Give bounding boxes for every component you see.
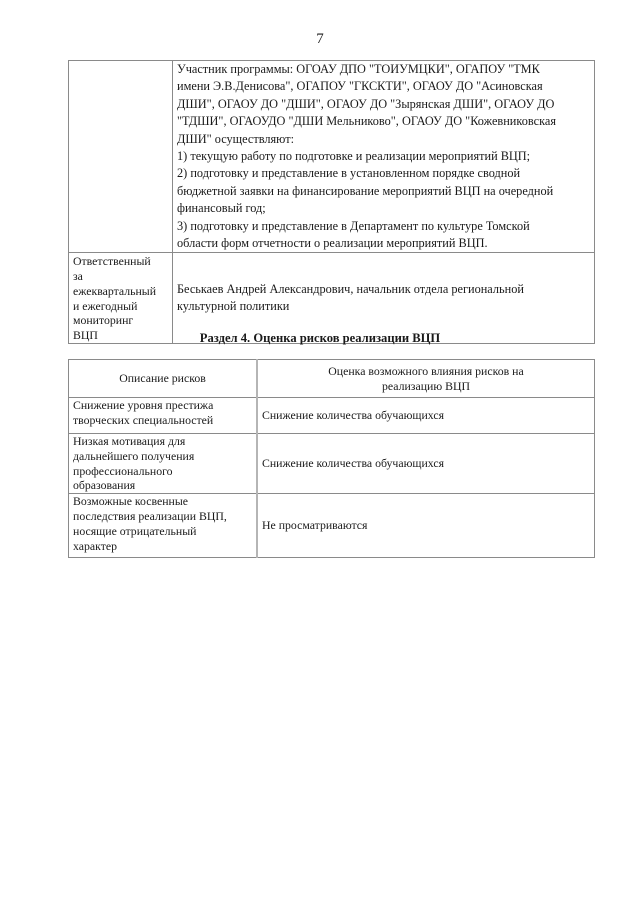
header-risk-impact [257,360,595,398]
table-row [69,434,595,494]
section-title: Раздел 4. Оценка рисков реализации ВЦП [199,331,441,345]
text-line: за [73,269,83,284]
text-line: Оценка возможного влияния рисков на [328,363,524,378]
text-line: последствия реализации ВЦП, [73,508,227,523]
text-line: мониторинг [73,313,134,328]
text-line: бюджетной заявки на финансирование мероприятий ВЦП на очередной [177,183,554,198]
text-line: Снижение уровня престижа [73,398,214,412]
text-line: имени Э.В.Денисова", ОГАПОУ "ГКСКТИ", ОГАОУ ДО "Асиновская [177,79,543,94]
risk-impact-cell: Не просматриваются [257,494,595,558]
program-participants-table [68,60,595,344]
responsible-label-cell [69,253,173,343]
text-line: 1) текущую работу по подготовке и реализации мероприятий ВЦП; [177,149,531,164]
text-line: Возможные косвенные [73,494,188,509]
text-line: культурной политики [177,299,290,314]
text-line: ежеквартальный [73,283,157,298]
text-line: носящие отрицательный [73,523,197,538]
text-line: Беськаев Андрей Александрович, начальник отдела региональной [177,281,524,296]
text-line: Участник программы: ОГОАУ ДПО "ТОИУМЦКИ", ОГАПОУ "ТМК [177,62,540,76]
text-line: дальнейшего получения [73,448,195,463]
table-header-row [69,360,595,398]
text-line: 2) подготовку и представление в установленном порядке сводной [177,166,521,181]
table-row [69,61,595,253]
text-line: характер [73,538,117,553]
risk-impact-cell: Снижение количества обучающихся [257,398,595,434]
text-line: профессионального [73,463,173,478]
text-line: финансовый год; [177,201,266,216]
row-label-cell [69,61,173,253]
risk-description-cell [69,434,258,494]
participants-cell [173,61,595,253]
table-row [69,398,595,434]
text-line: ДШИ" осуществляют: [177,131,294,146]
text-line: Ответственный [73,254,151,269]
risk-description-cell [69,398,258,434]
text-line: реализацию ВЦП [381,378,470,393]
table-row [69,494,595,558]
page-number: 7 [316,31,324,47]
risk-assessment-table [68,359,595,558]
text-line: области форм отчетности о реализации мероприятий ВЦП. [177,236,488,251]
risk-description-cell [69,494,258,558]
risk-impact-cell: Снижение количества обучающихся [257,434,595,494]
text-line: и ежегодный [73,298,138,313]
text-line: образования [73,478,136,493]
text-line: творческих специальностей [73,412,214,427]
text-line: ВЦП [73,327,98,342]
text-line: "ТДШИ", ОГАОУДО "ДШИ Мельниково", ОГАОУ ДО "Кожевниковская [177,114,556,129]
text-line: ДШИ", ОГАОУ ДО "ДШИ", ОГАОУ ДО "Зырянская ДШИ", ОГАОУ ДО [177,96,555,111]
responsible-person-cell [173,253,595,343]
text-line: 3) подготовку и представление в Департамент по культуре Томской [177,218,530,233]
table-row [69,253,595,343]
header-risk-description: Описание рисков [69,360,258,398]
text-line: Низкая мотивация для [73,434,186,448]
